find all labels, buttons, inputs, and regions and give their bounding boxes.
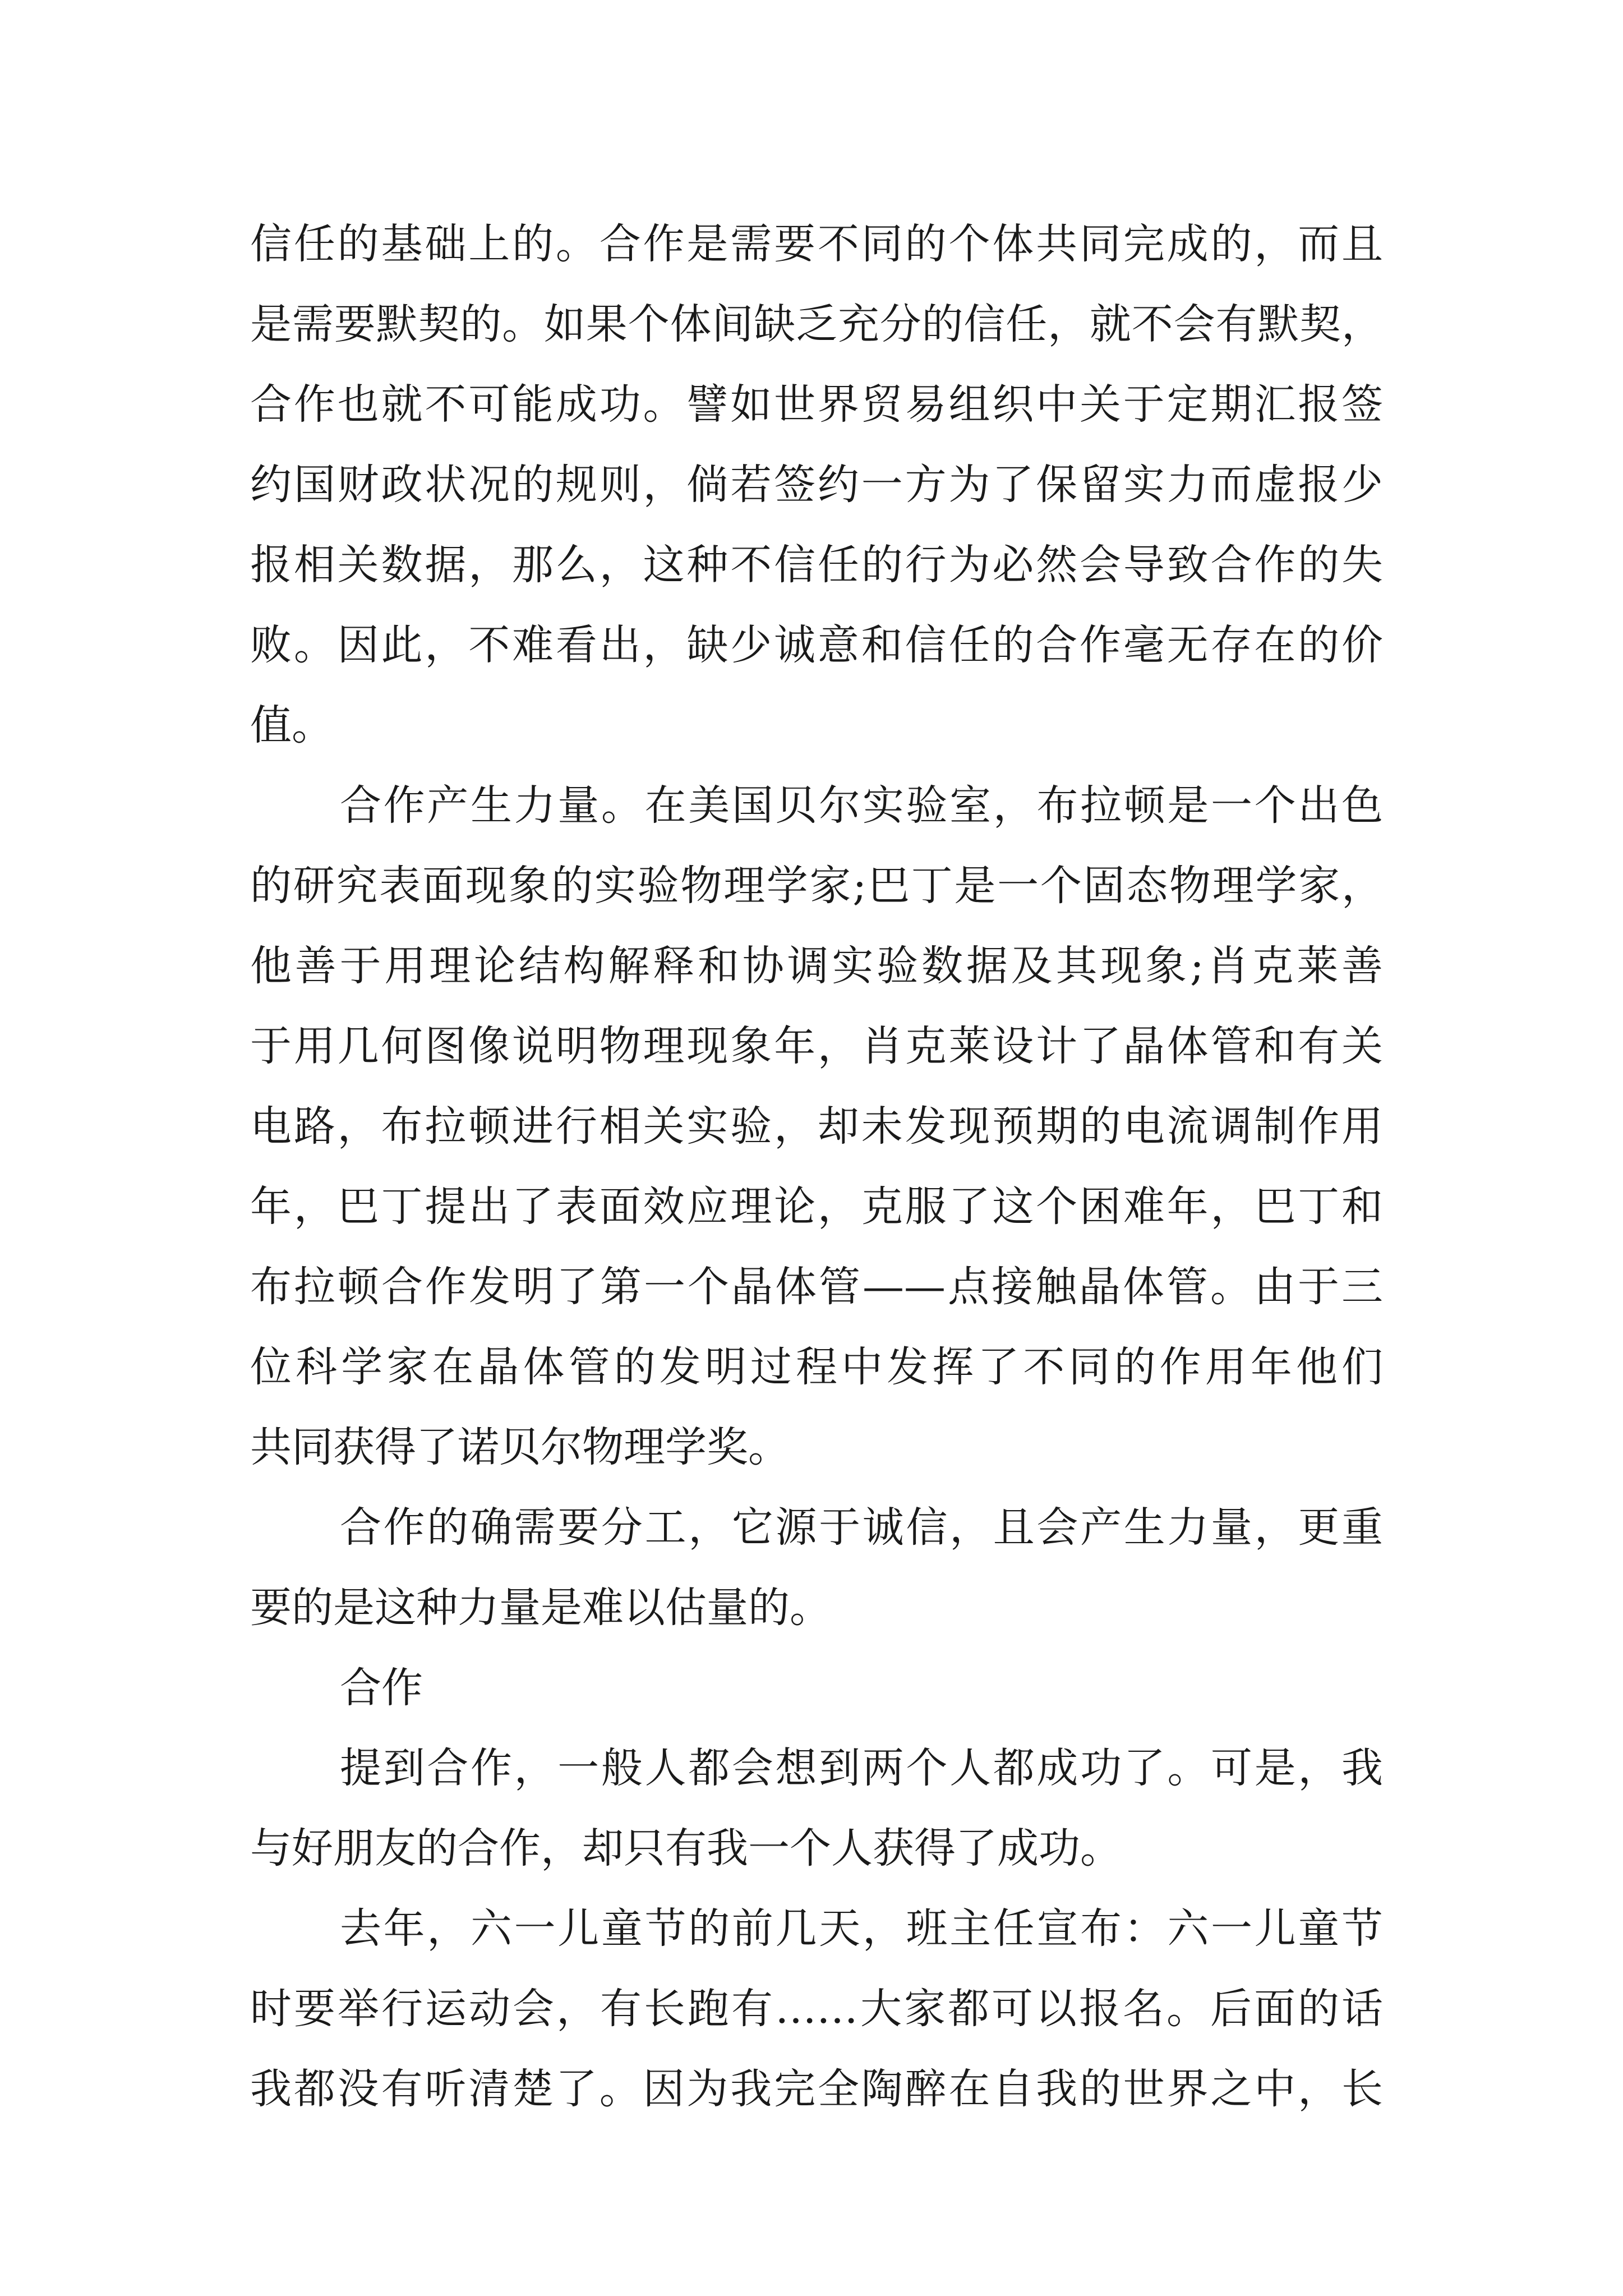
text-line: 是需要默契的。如果个体间缺乏充分的信任，就不会有默契， xyxy=(250,300,1383,348)
text-line: 败。因此，不难看出，缺少诚意和信任的合作毫无存在的价 xyxy=(250,621,1383,669)
text-line: 我都没有听清楚了。因为我完全陶醉在自我的世界之中，长 xyxy=(250,2065,1383,2113)
text-line: 电路，布拉顿进行相关实验，却未发现预期的电流调制作用 xyxy=(250,1102,1383,1151)
text-line: 时要举行运动会，有长跑有……大家都可以报名。后面的话 xyxy=(250,1985,1383,2033)
text-line: 于用几何图像说明物理现象年，肖克莱设计了晶体管和有关 xyxy=(250,1022,1383,1070)
text-line: 布拉顿合作发明了第一个晶体管——点接触晶体管。由于三 xyxy=(250,1263,1383,1311)
text-line: 他善于用理论结构解释和协调实验数据及其现象;肖克莱善 xyxy=(250,942,1383,990)
paragraph-start-line: 合作的确需要分工，它源于诚信，且会产生力量，更重 xyxy=(340,1503,1383,1552)
paragraph-start-line: 提到合作，一般人都会想到两个人都成功了。可是，我 xyxy=(340,1744,1383,1792)
text-line: 与好朋友的合作，却只有我一个人获得了成功。 xyxy=(250,1824,1122,1872)
text-line: 的研究表面现象的实验物理学家;巴丁是一个固态物理学家， xyxy=(250,862,1383,910)
text-line: 约国财政状况的规则，倘若签约一方为了保留实力而虚报少 xyxy=(250,461,1383,509)
paragraph-start-line: 去年，六一儿童节的前几天，班主任宣布：六一儿童节 xyxy=(340,1904,1383,1953)
text-line: 报相关数据，那么，这种不信任的行为必然会导致合作的失 xyxy=(250,541,1383,589)
document-text-body xyxy=(250,204,1383,2129)
text-line: 要的是这种力量是难以估量的。 xyxy=(250,1584,831,1632)
text-line: 共同获得了诺贝尔物理学奖。 xyxy=(250,1423,790,1471)
text-line: 值。 xyxy=(250,701,333,749)
text-line: 位科学家在晶体管的发明过程中发挥了不同的作用年他们 xyxy=(250,1343,1383,1391)
text-line: 合作也就不可能成功。譬如世界贸易组织中关于定期汇报签 xyxy=(250,380,1383,429)
section-heading: 合作 xyxy=(340,1664,423,1712)
text-line: 信任的基础上的。合作是需要不同的个体共同完成的，而且 xyxy=(250,220,1383,268)
text-line: 年，巴丁提出了表面效应理论，克服了这个困难年，巴丁和 xyxy=(250,1182,1383,1231)
paragraph-start-line: 合作产生力量。在美国贝尔实验室，布拉顿是一个出色 xyxy=(340,781,1383,830)
